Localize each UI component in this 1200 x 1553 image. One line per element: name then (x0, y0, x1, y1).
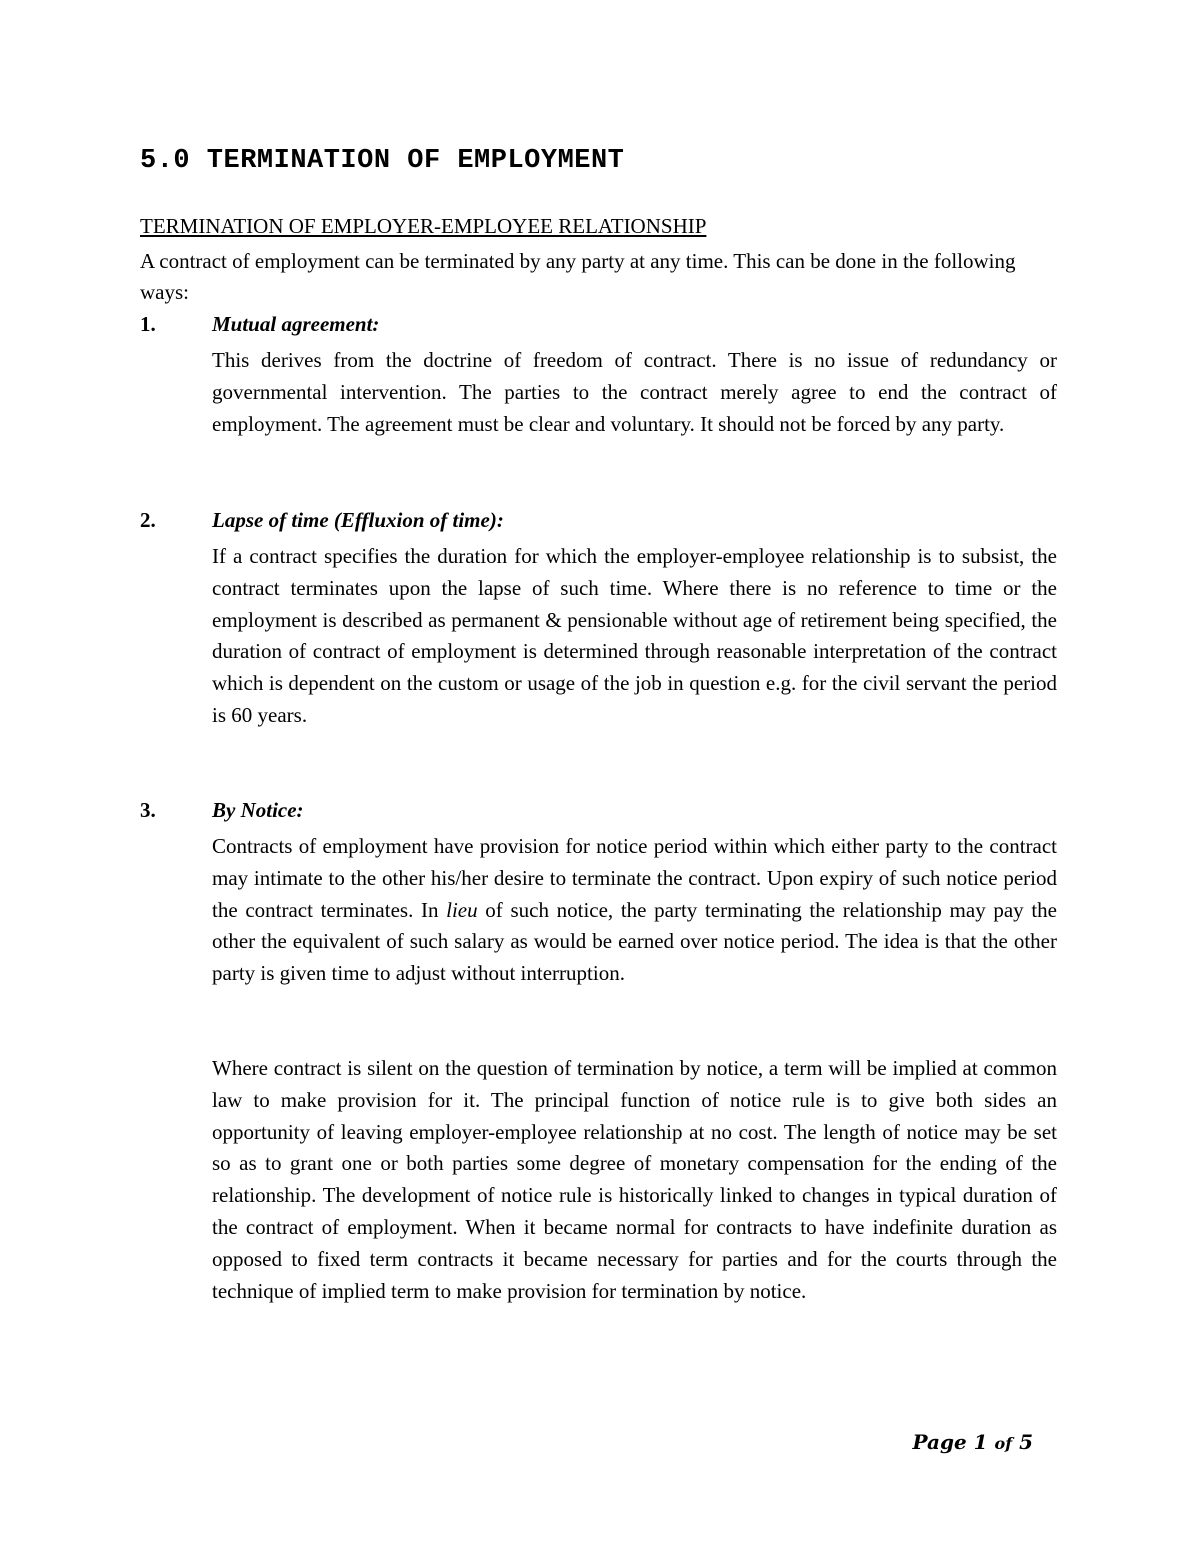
item-1-title: Mutual agreement: (212, 312, 380, 336)
item-1-number: 1. (140, 312, 156, 336)
item-2-paragraph: If a contract specifies the duration for which the employer-employee relationship is to subsist, the contract terminates upon the lapse of such time. Where there is no reference to time or the employment is described as permanent & pensionable without age of retirement being specified, the duration of contract of employment is determined through reasonable interpretation of the contract which is dependent on the custom or usage of the job in question e.g. for the civil servant the period is 60 years. (212, 544, 1057, 727)
item-1-paragraph: This derives from the doctrine of freedom of contract. There is no issue of redundancy or governmental intervention. The parties to the contract merely agree to end the contract of employment. The agreement must be clear and voluntary. It should not be forced by any party. (212, 348, 1057, 436)
page-footer (913, 1430, 1033, 1454)
item-3-title: By Notice: (212, 798, 304, 822)
footer-total-pages: 5 (1019, 1430, 1033, 1454)
footer-page-label: Page (912, 1430, 967, 1454)
item-3-paragraph-1-before: Contracts of employment have provision for notice period within which either party to the contract may intimate to the other his/her desire to terminate the contract. Upon expiry of such notice period the contract terminates. In (212, 834, 1057, 922)
section-subheading: TERMINATION OF EMPLOYER-EMPLOYEE RELATIONSHIP (140, 214, 707, 238)
item-3-paragraph-2: Where contract is silent on the question of termination by notice, a term will be implied at common law to make provision for it. The principal function of notice rule is to give both sides an opportunity of leaving employer-employee relationship at no cost. The length of notice may be set so as to grant one or both parties some degree of monetary compensation for the ending of the relationship. The development of notice rule is historically linked to changes in typical duration of the contract of employment. When it became normal for contracts to have indefinite duration as opposed to fixed term contracts it became necessary for parties and for the courts through the technique of implied term to make provision for termination by notice. (212, 1056, 1057, 1303)
item-3-number: 3. (140, 798, 156, 822)
item-3-paragraph-1-italic: lieu (446, 897, 478, 922)
document-heading: 5.0 TERMINATION OF EMPLOYMENT (140, 146, 625, 176)
item-3-paragraph-1 (212, 831, 1057, 990)
item-2-title: Lapse of time (Effluxion of time): (212, 508, 504, 532)
footer-page-number: 1 (973, 1430, 988, 1454)
footer-of-label: of (994, 1434, 1013, 1453)
intro-paragraph: A contract of employment can be terminated by any party at any time. This can be done in the following ways: (140, 249, 1016, 304)
item-3-paragraph-1-after: of such notice, the party terminating the relationship may pay the other the equivalent of such salary as would be earned over notice period. The idea is that the other party is given time to adjust without interruption. (212, 897, 1057, 986)
item-2-number: 2. (140, 508, 156, 532)
